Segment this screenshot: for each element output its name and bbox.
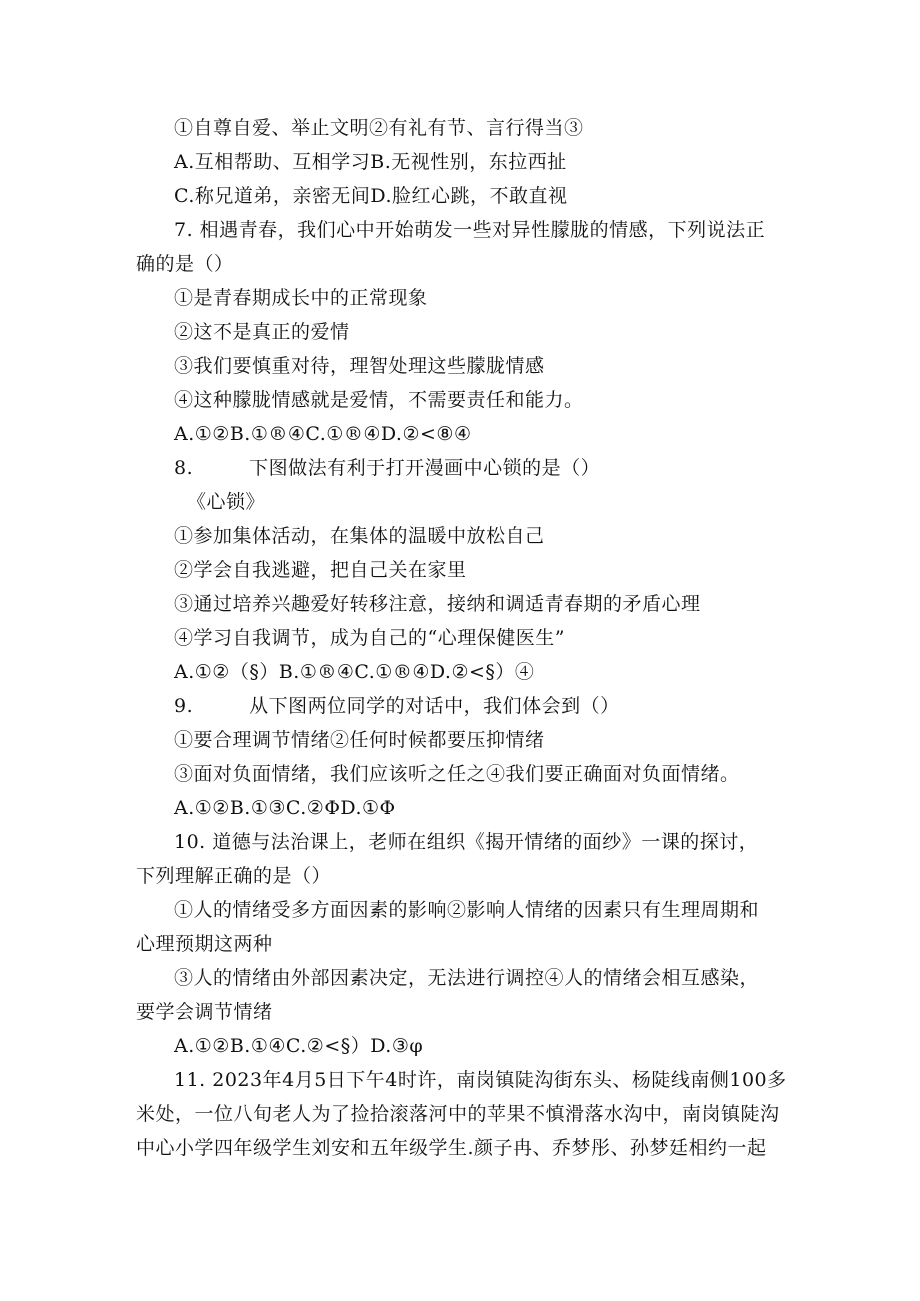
question-8-item-4: ④学习自我调节，成为自己的“心理保健医生” [174, 627, 565, 649]
option-line-2: A.互相帮助、互相学习B.无视性别，东拉西扯 [174, 151, 567, 173]
question-10-stem: 10. 道德与法治课上，老师在组织《揭开情绪的面纱》一课的探讨， [174, 831, 759, 853]
question-8-item-1: ①参加集体活动，在集体的温暖中放松自己 [174, 525, 545, 547]
option-line-3: C.称兄道弟，亲密无间D.脸红心跳，不敢直视 [174, 185, 568, 207]
question-9-text: 从下图两位同学的对话中，我们体会到（） [249, 695, 620, 717]
question-8-item-2: ②学会自我逃避，把自己关在家里 [174, 559, 467, 581]
question-7-item-4: ④这种朦胧情感就是爱情，不需要责任和能力。 [174, 389, 584, 411]
question-7-item-2: ②这不是真正的爱情 [174, 321, 350, 343]
question-9-stem [174, 694, 620, 718]
question-11-stem: 11. 2023年4月5日下午4时许，南岗镇陡沟街东头、杨陡线南侧100多 [174, 1069, 787, 1091]
question-11-stem-wrap-1: 米处，一位八旬老人为了捡拾滚落河中的苹果不慎滑落水沟中，南岗镇陡沟 [136, 1103, 780, 1125]
question-8-options: A.①②（§）B.①®④C.①®④D.②<§）④ [174, 661, 535, 683]
question-8-item-3: ③通过培养兴趣爱好转移注意，接纳和调适青春期的矛盾心理 [174, 593, 701, 615]
question-11-stem-wrap-2: 中心小学四年级学生刘安和五年级学生.颜子冉、乔梦彤、孙梦廷相约一起 [136, 1137, 767, 1159]
question-7-stem: 7. 相遇青春，我们心中开始萌发一些对异性朦胧的情感，下列说法正 [174, 219, 766, 241]
option-line-1: ①自尊自爱、举止文明②有礼有节、言行得当③ [174, 117, 584, 139]
question-7-options: A.①②B.①®④C.①®④D.②<⑧④ [174, 423, 472, 445]
question-10-stem-wrap: 下列理解正确的是（） [136, 865, 332, 887]
question-10-item-1: ①人的情绪受多方面因素的影响②影响人情绪的因素只有生理周期和 [174, 899, 760, 921]
question-7-item-3: ③我们要慎重对待，理智处理这些朦胧情感 [174, 355, 545, 377]
question-10-item-2: ③人的情绪由外部因素决定，无法进行调控④人的情绪会相互感染， [174, 967, 760, 989]
question-8-text: 下图做法有利于打开漫画中心锁的是（） [249, 457, 601, 479]
question-9-number: 9. [174, 695, 194, 717]
question-10-options: A.①②B.①④C.②<§）D.③φ [174, 1035, 424, 1057]
comic-title: 《心锁》 [187, 491, 266, 513]
question-7-stem-wrap: 确的是（） [136, 253, 234, 275]
question-9-options: A.①②B.①③C.②ΦD.①Φ [174, 797, 396, 819]
question-8-number: 8. [174, 457, 194, 479]
question-7-item-1: ①是青春期成长中的正常现象 [174, 287, 428, 309]
question-10-item-1-wrap: 心理预期这两种 [136, 933, 273, 955]
question-9-item-1: ①要合理调节情绪②任何时候都要压抑情绪 [174, 729, 545, 751]
question-10-item-2-wrap: 要学会调节情绪 [136, 1001, 273, 1023]
question-8-stem [174, 456, 600, 480]
question-9-item-2: ③面对负面情绪，我们应该听之任之④我们要正确面对负面情绪。 [174, 763, 740, 785]
